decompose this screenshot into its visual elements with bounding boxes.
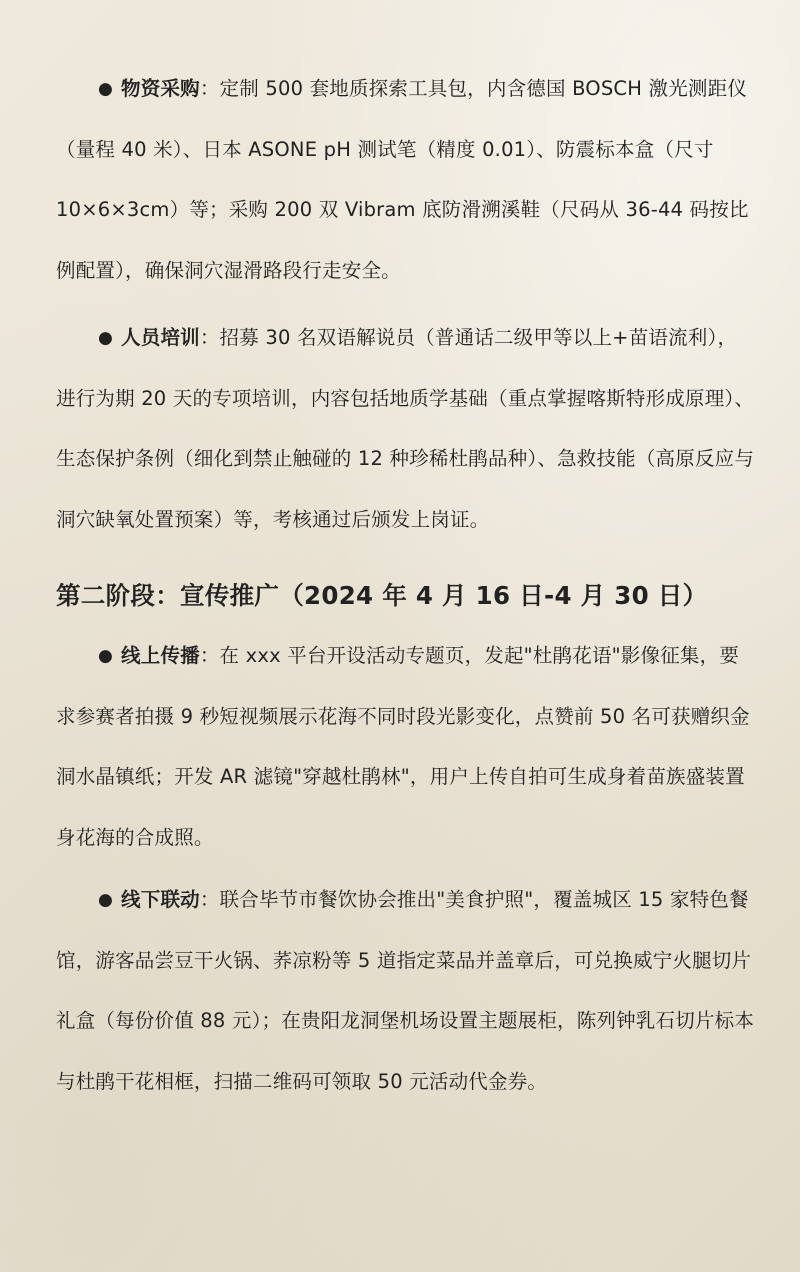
section-heading: 第二阶段：宣传推广（2024 年 4 月 16 日-4 月 30 日） <box>56 581 708 610</box>
item-body: ：招募 30 名双语解说员（普通话二级甲等以上+苗语流利），进行为期 20 天的专项培训，内容包括地质学基础（重点掌握喀斯特形成原理）、生态保护条例（细化到禁止触碰的 12 种珍稀杜鹃品种）、急救技能（高原反应与洞穴缺氧处置预案）等，考核通过后颁发上岗证。 <box>56 326 755 531</box>
bullet-icon: ● <box>98 646 114 666</box>
list-item-training <box>56 308 756 550</box>
item-label: 物资采购 <box>121 77 200 100</box>
item-label: 线下联动 <box>121 888 200 911</box>
list-item-offline <box>56 870 756 1112</box>
list-item-materials <box>56 59 756 301</box>
list-item-online <box>56 626 756 868</box>
bullet-icon: ● <box>98 328 114 348</box>
bullet-icon: ● <box>98 890 114 910</box>
item-label: 线上传播 <box>121 644 200 667</box>
item-body: ：联合毕节市餐饮协会推出"美食护照"，覆盖城区 15 家特色餐馆，游客品尝豆干火锅、荞凉粉等 5 道指定菜品并盖章后，可兑换威宁火腿切片礼盒（每份价值 88 元）；在贵阳龙洞堡机场设置主题展柜，陈列钟乳石切片标本与杜鹃干花相框，扫描二维码可领取 50 元活动代金券。 <box>56 888 755 1093</box>
item-body: ：在 xxx 平台开设活动专题页，发起"杜鹃花语"影像征集，要求参赛者拍摄 9 秒短视频展示花海不同时段光影变化，点赞前 50 名可获赠织金洞水晶镇纸；开发 AR 滤镜"穿越杜鹃林"，用户上传自拍可生成身着苗族盛装置身花海的合成照。 <box>56 644 750 849</box>
item-label: 人员培训 <box>121 326 200 349</box>
bullet-icon: ● <box>98 79 114 99</box>
item-body: ：定制 500 套地质探索工具包，内含德国 BOSCH 激光测距仪（量程 40 米）、日本 ASONE pH 测试笔（精度 0.01）、防震标本盒（尺寸 10×6×3cm）等；采购 200 双 Vibram 底防滑溯溪鞋（尺码从 36-44 码按比例配置），确保洞穴湿滑路段行走安全。 <box>56 77 749 282</box>
